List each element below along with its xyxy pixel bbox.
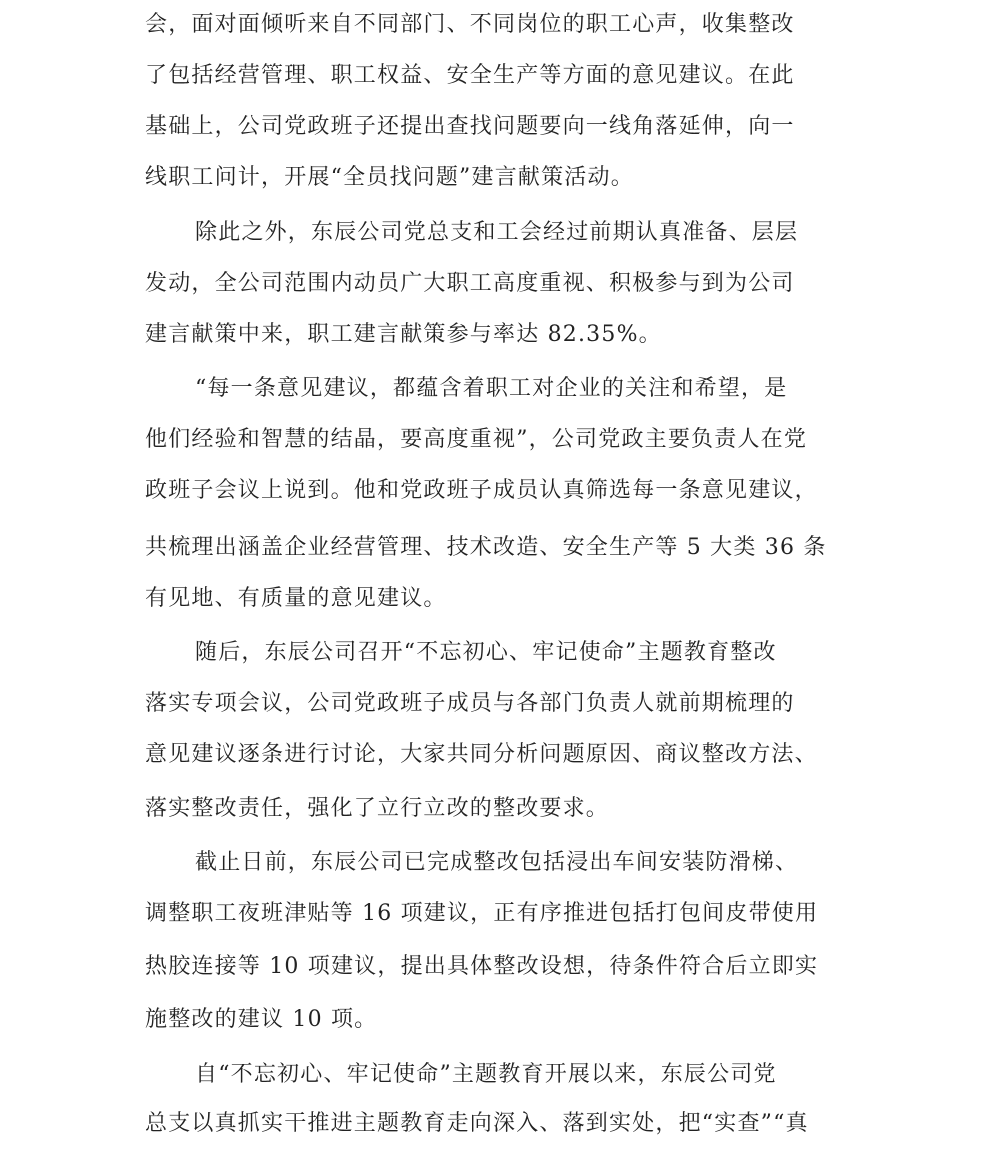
paragraph-first-line: 除此之外，东辰公司党总支和工会经过前期认真准备、层层 [195, 220, 799, 245]
paragraph-first-line: 截止日前，东辰公司已完成整改包括浸出车间安装防滑梯、 [195, 850, 799, 875]
paragraph-first-line: 随后，东辰公司召开“不忘初心、牢记使命”主题教育整改 [195, 640, 777, 665]
paragraph-first-line: “每一条意见建议，都蕴含着职工对企业的关注和希望，是 [195, 376, 788, 401]
text-line: 有见地、有质量的意见建议。 [145, 586, 447, 611]
text-line: 基础上，公司党政班子还提出查找问题要向一线角落延伸，向一 [145, 114, 795, 139]
text-line: 落实专项会议，公司党政班子成员与各部门负责人就前期梳理的 [145, 691, 795, 716]
text-line: 他们经验和智慧的结晶，要高度重视”，公司党政主要负责人在党 [145, 427, 808, 452]
text-line: 热胶连接等 10 项建议，提出具体整改设想，待条件符合后立即实 [145, 954, 819, 979]
paragraph-first-line: 自“不忘初心、牢记使命”主题教育开展以来，东辰公司党 [195, 1062, 777, 1087]
text-line: 会，面对面倾听来自不同部门、不同岗位的职工心声，收集整改 [145, 12, 795, 37]
text-line: 总支以真抓实干推进主题教育走向深入、落到实处，把“实查”“真 [145, 1111, 809, 1136]
text-line: 线职工问计，开展“全员找问题”建言献策活动。 [145, 165, 634, 190]
text-line: 调整职工夜班津贴等 16 项建议，正有序推进包括打包间皮带使用 [145, 901, 819, 926]
text-line: 意见建议逐条进行讨论，大家共同分析问题原因、商议整改方法、 [145, 742, 818, 767]
text-line: 了包括经营管理、职工权益、安全生产等方面的意见建议。在此 [145, 63, 795, 88]
text-line: 施整改的建议 10 项。 [145, 1007, 378, 1032]
text-line: 建言献策中来，职工建言献策参与率达 82.35%。 [145, 322, 662, 347]
text-line: 发动，全公司范围内动员广大职工高度重视、积极参与到为公司 [145, 271, 795, 296]
text-line: 共梳理出涵盖企业经营管理、技术改造、安全生产等 5 大类 36 条 [145, 535, 827, 560]
text-line: 政班子会议上说到。他和党政班子成员认真筛选每一条意见建议， [145, 478, 818, 503]
text-line: 落实整改责任，强化了立行立改的整改要求。 [145, 796, 610, 821]
